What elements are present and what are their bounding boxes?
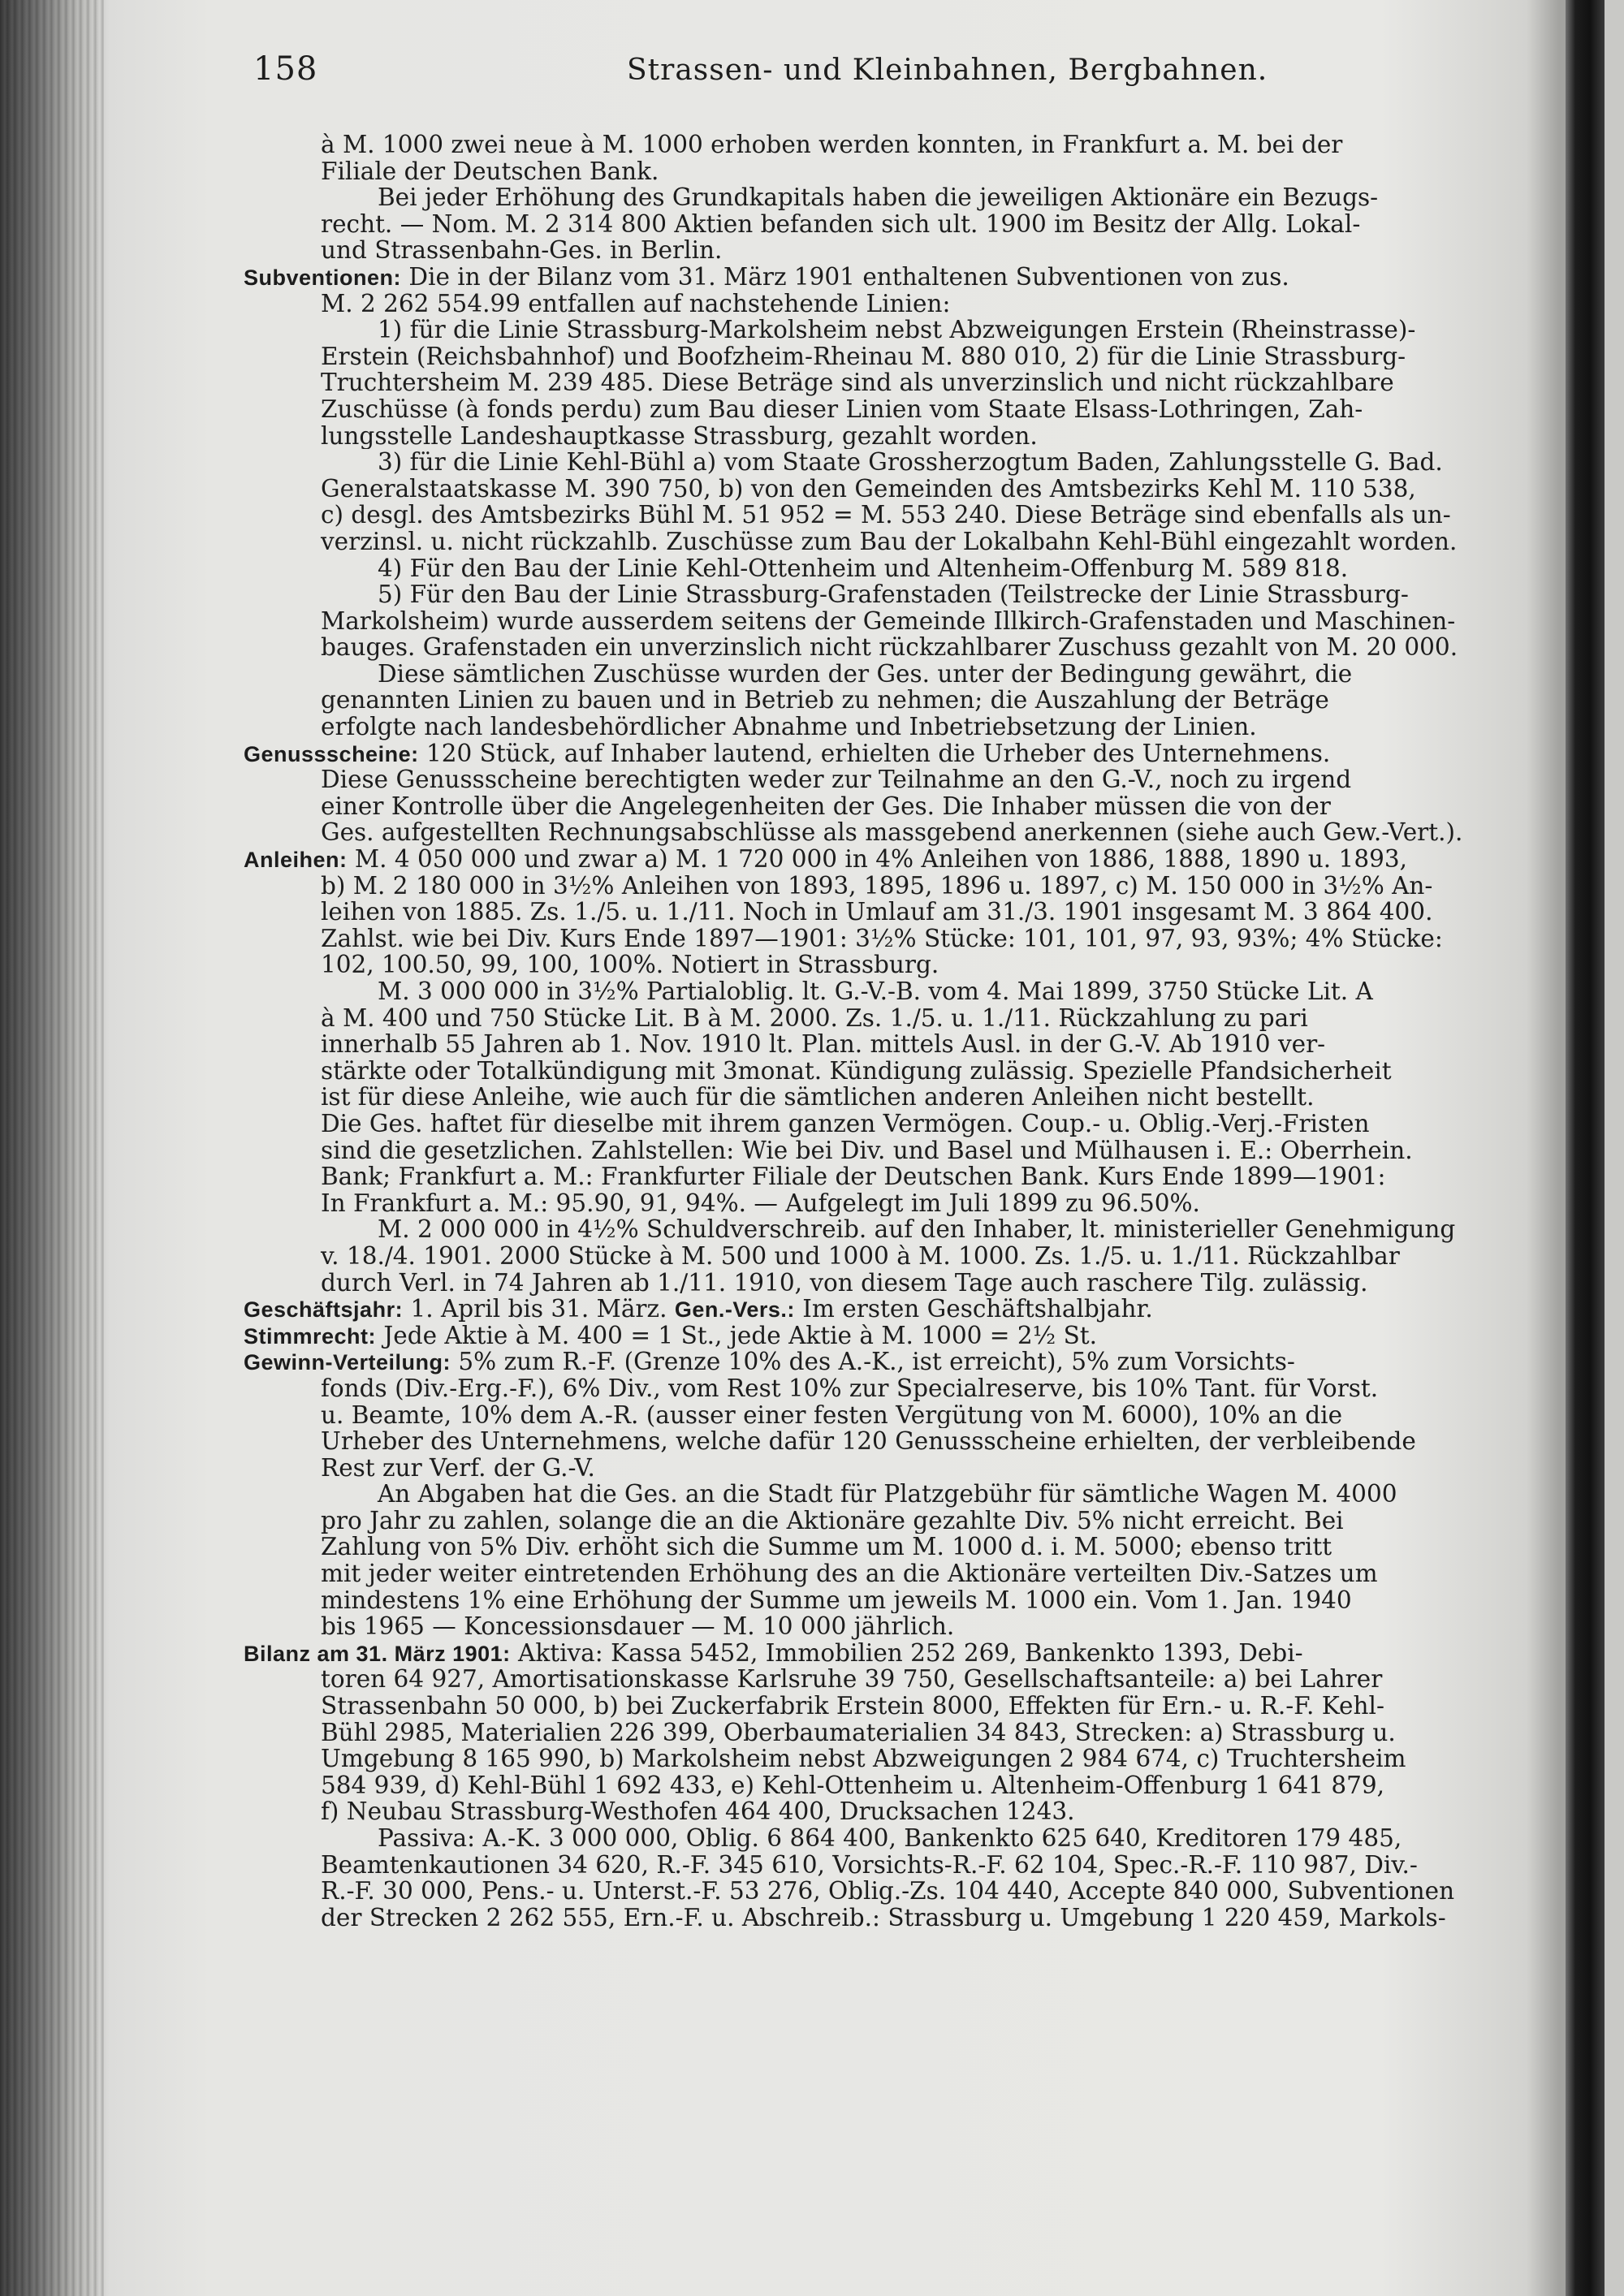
line-text: Zahlst. wie bei Div. Kurs Ende 1897—1901: 3½% Stücke: 101, 101, 97, 93, 93%; 4% Stücke: — [321, 925, 1443, 952]
text-line — [244, 1375, 1555, 1402]
line-text: stärkte oder Totalkündigung mit 3monat. Kündigung zulässig. Spezielle Pfandsicherheit — [321, 1057, 1392, 1085]
text-line — [244, 1878, 1555, 1905]
text-line — [244, 1111, 1555, 1137]
text-line — [244, 1852, 1555, 1879]
line-text: u. Beamte, 10% dem A.-R. (ausser einer festen Vergütung von M. 6000), 10% an die — [321, 1401, 1343, 1429]
text-line — [244, 1402, 1555, 1429]
text-line — [244, 819, 1555, 846]
section-heading: Gen.-Vers.: — [674, 1297, 795, 1323]
section-heading: Bilanz am 31. März 1901: — [244, 1641, 511, 1666]
text-line — [244, 1640, 1555, 1667]
line-text: Rest zur Verf. der G.-V. — [321, 1454, 595, 1482]
line-text: M. 3 000 000 in 3½% Partialoblig. lt. G.-V.-B. vom 4. Mai 1899, 3750 Stücke Lit. A — [378, 978, 1373, 1005]
line-text: An Abgaben hat die Ges. an die Stadt für Platzgebühr für sämtliche Wagen M. 4000 — [378, 1481, 1397, 1508]
line-text: Zahlung von 5% Div. erhöht sich die Summe um M. 1000 d. i. M. 5000; ebenso tritt — [321, 1534, 1332, 1561]
line-text: verzinsl. u. nicht rückzahlb. Zuschüsse zum Bau der Lokalbahn Kehl-Bühl eingezahlt worden. — [321, 528, 1458, 555]
text-line — [244, 1825, 1555, 1852]
text-line — [244, 1613, 1555, 1640]
line-text: Diese sämtlichen Zuschüsse wurden der Ges. unter der Bedingung gewährt, die — [378, 660, 1353, 688]
section-heading: Geschäftsjahr: — [244, 1297, 404, 1323]
line-text: Filiale der Deutschen Bank. — [321, 158, 659, 185]
text-line — [244, 608, 1555, 635]
line-text: ist für diese Anleihe, wie auch für die sämtlichen anderen Anleihen nicht bestellt. — [321, 1084, 1315, 1111]
text-line — [244, 449, 1555, 476]
line-text: M. 2 262 554.99 entfallen auf nachstehende Linien: — [321, 290, 951, 317]
line-text: 4) Für den Bau der Linie Kehl-Ottenheim und Altenheim-Offenburg M. 589 818. — [378, 555, 1349, 582]
text-line — [244, 1323, 1555, 1349]
text-line — [244, 237, 1555, 264]
line-text: pro Jahr zu zahlen, solange die an die Aktionäre gezahlte Div. 5% nicht erreicht. Bei — [321, 1507, 1344, 1534]
line-text: 1) für die Linie Strassburg-Markolsheim nebst Abzweigungen Erstein (Rheinstrasse)- — [378, 317, 1416, 343]
text-line — [244, 1137, 1555, 1164]
text-line — [244, 926, 1555, 952]
line-text: Strassenbahn 50 000, b) bei Zuckerfabrik Erstein 8000, Effekten für Ern.- u. R.-F. Kehl- — [321, 1693, 1384, 1720]
text-line — [244, 184, 1555, 211]
text-line — [244, 1216, 1555, 1243]
text-line — [244, 555, 1555, 582]
text-line — [244, 1693, 1555, 1720]
text-line — [244, 1508, 1555, 1534]
text-line — [244, 369, 1555, 396]
text-line — [244, 1905, 1555, 1931]
line-text: 102, 100.50, 99, 100, 100%. Notiert in Strassburg. — [321, 952, 939, 978]
text-line — [244, 846, 1555, 873]
text-line — [244, 291, 1555, 317]
line-text: Zuschüsse (à fonds perdu) zum Bau dieser Linien vom Staate Elsass-Lothringen, Zah- — [321, 395, 1363, 423]
text-line — [244, 529, 1555, 555]
line-text: R.-F. 30 000, Pens.- u. Unterst.-F. 53 276, Oblig.-Zs. 104 440, Accepte 840 000, Subventionen — [321, 1878, 1455, 1905]
line-text: M. 2 000 000 in 4½% Schuldverschreib. auf den Inhaber, lt. ministerieller Genehmigung — [378, 1216, 1456, 1243]
line-text: Bank; Frankfurt a. M.: Frankfurter Filiale der Deutschen Bank. Kurs Ende 1899—1901: — [321, 1163, 1386, 1190]
line-text: b) M. 2 180 000 in 3½% Anleihen von 1893, 1895, 1896 u. 1897, c) M. 150 000 in 3½% An- — [321, 872, 1433, 900]
text-line — [244, 1163, 1555, 1190]
line-text: 584 939, d) Kehl-Bühl 1 692 433, e) Kehl-Ottenheim u. Altenheim-Offenburg 1 641 879, — [321, 1772, 1385, 1799]
text-line — [244, 899, 1555, 926]
line-text: à M. 1000 zwei neue à M. 1000 erhoben werden konnten, in Frankfurt a. M. bei der — [321, 132, 1343, 158]
line-text: sind die gesetzlichen. Zahlstellen: Wie bei Div. und Basel und Mülhausen i. E.: Oberrhein. — [321, 1137, 1413, 1164]
text-line — [244, 1534, 1555, 1560]
line-text: M. 4 050 000 und zwar a) M. 1 720 000 in 4% Anleihen von 1886, 1888, 1890 u. 1893, — [347, 846, 1408, 873]
line-text: f) Neubau Strassburg-Westhofen 464 400, Drucksachen 1243. — [321, 1798, 1075, 1825]
text-line — [244, 873, 1555, 900]
line-text: Ges. aufgestellten Rechnungsabschlüsse als massgebend anerkennen (siehe auch Gew.-Vert.). — [321, 819, 1463, 847]
section-heading: Genussscheine: — [244, 741, 419, 766]
line-text: fonds (Div.-Erg.-F.), 6% Div., vom Rest 10% zur Specialreserve, bis 10% Tant. für Vorst. — [321, 1375, 1379, 1402]
section-heading: Anleihen: — [244, 848, 348, 873]
text-line — [244, 740, 1555, 767]
book-binding — [1566, 0, 1605, 2296]
line-text: Umgebung 8 165 990, b) Markolsheim nebst Abzweigungen 2 984 674, c) Truchtersheim — [321, 1746, 1406, 1772]
line-text: Urheber des Unternehmens, welche dafür 120 Genussscheine erhielten, der verbleibende — [321, 1428, 1416, 1455]
page-number: 158 — [253, 50, 318, 88]
text-line — [244, 343, 1555, 370]
line-text: Bei jeder Erhöhung des Grundkapitals haben die jeweiligen Aktionäre ein Bezugs- — [378, 184, 1379, 211]
line-text: bauges. Grafenstaden ein unverzinslich nicht rückzahlbarer Zuschuss gezahlt von M. 20 000. — [321, 634, 1458, 661]
line-text: und Strassenbahn-Ges. in Berlin. — [321, 237, 723, 264]
line-text: leihen von 1885. Zs. 1./5. u. 1./11. Noch in Umlauf am 31./3. 1901 insgesamt M. 3 864 400. — [321, 899, 1433, 926]
line-text: Diese Genussscheine berechtigten weder zur Teilnahme an den G.-V., noch zu irgend — [321, 766, 1352, 793]
line-text: v. 18./4. 1901. 2000 Stücke à M. 500 und 1000 à M. 1000. Zs. 1./5. u. 1./11. Rückzahlbar — [321, 1242, 1400, 1270]
text-line — [244, 1746, 1555, 1772]
text-line — [244, 502, 1555, 529]
text-line — [244, 978, 1555, 1005]
text-line — [244, 1560, 1555, 1587]
text-line — [244, 1481, 1555, 1508]
line-text: Beamtenkautionen 34 620, R.-F. 345 610, Vorsichts-R.-F. 62 104, Spec.-R.-F. 110 987, Div.- — [321, 1851, 1418, 1879]
text-line — [244, 1720, 1555, 1746]
text-line — [244, 793, 1555, 820]
line-text: Jede Aktie à M. 400 = 1 St., jede Aktie à M. 1000 = 2½ St. — [376, 1322, 1098, 1349]
text-line — [244, 1190, 1555, 1217]
line-text: 3) für die Linie Kehl-Bühl a) vom Staate Grossherzogtum Baden, Zahlungsstelle G. Bad. — [378, 449, 1443, 476]
text-line — [244, 211, 1555, 238]
line-text: 5% zum R.-F. (Grenze 10% des A.-K., ist erreicht), 5% zum Vorsichts- — [451, 1349, 1295, 1375]
text-line — [244, 1031, 1555, 1058]
line-text: Aktiva: Kassa 5452, Immobilien 252 269, Bankenkto 1393, Debi- — [510, 1639, 1303, 1667]
page-body — [244, 132, 1555, 1931]
text-line — [244, 1005, 1555, 1032]
text-line — [244, 396, 1555, 423]
text-line — [244, 661, 1555, 688]
line-text: à M. 400 und 750 Stücke Lit. B à M. 2000. Zs. 1./5. u. 1./11. Rückzahlung zu pari — [321, 1004, 1308, 1032]
text-line — [244, 952, 1555, 978]
text-line — [244, 581, 1555, 608]
line-text: Erstein (Reichsbahnhof) und Boofzheim-Rheinau M. 880 010, 2) für die Linie Strassburg- — [321, 343, 1406, 370]
text-line — [244, 1058, 1555, 1085]
text-line — [244, 1772, 1555, 1799]
line-text: mindestens 1% eine Erhöhung der Summe um jeweils M. 1000 ein. Vom 1. Jan. 1940 — [321, 1586, 1352, 1614]
line-text: bis 1965 — Koncessionsdauer — M. 10 000 jährlich. — [321, 1613, 955, 1640]
text-line — [244, 687, 1555, 714]
line-text: toren 64 927, Amortisationskasse Karlsruhe 39 750, Gesellschaftsanteile: a) bei Lahrer — [321, 1666, 1383, 1694]
line-text: Markolsheim) wurde ausserdem seitens der Gemeinde Illkirch-Grafenstaden und Maschinen- — [321, 607, 1456, 635]
line-text: innerhalb 55 Jahren ab 1. Nov. 1910 lt. Plan. mittels Ausl. in der G.-V. Ab 1910 ver- — [321, 1031, 1326, 1058]
line-text: Truchtersheim M. 239 485. Diese Beträge sind als unverzinslich und nicht rückzahlbare — [321, 369, 1394, 396]
page-header — [253, 50, 1553, 99]
text-line — [244, 1084, 1555, 1111]
line-text: Generalstaatskasse M. 390 750, b) von den Gemeinden des Amtsbezirks Kehl M. 110 538, — [321, 475, 1416, 503]
line-text: der Strecken 2 262 555, Ern.-F. u. Abschreib.: Strassburg u. Umgebung 1 220 459, Markols- — [321, 1904, 1446, 1931]
text-line — [244, 1428, 1555, 1455]
line-text: 5) Für den Bau der Linie Strassburg-Grafenstaden (Teilstrecke der Linie Strassburg- — [378, 581, 1409, 608]
text-line — [244, 423, 1555, 450]
text-line — [244, 476, 1555, 503]
line-text: einer Kontrolle über die Angelegenheiten der Ges. Die Inhaber müssen die von der — [321, 792, 1331, 820]
line-text: Im ersten Geschäftshalbjahr. — [794, 1296, 1153, 1323]
text-line — [244, 1798, 1555, 1825]
text-line — [244, 634, 1555, 661]
line-text: Passiva: A.-K. 3 000 000, Oblig. 6 864 400, Bankenkto 625 640, Kreditoren 179 485, — [378, 1825, 1402, 1852]
line-text: Die in der Bilanz vom 31. März 1901 enthaltenen Subventionen von zus. — [401, 263, 1289, 291]
line-text: 1. April bis 31. März. — [403, 1296, 675, 1323]
line-text: Bühl 2985, Materialien 226 399, Oberbaumaterialien 34 843, Strecken: a) Strassburg u. — [321, 1719, 1396, 1746]
line-text: Die Ges. haftet für dieselbe mit ihrem ganzen Vermögen. Coup.- u. Oblig.-Verj.-Fristen — [321, 1110, 1370, 1137]
text-line — [244, 158, 1555, 185]
text-line — [244, 1455, 1555, 1482]
line-text: In Frankfurt a. M.: 95.90, 91, 94%. — Aufgelegt im Juli 1899 zu 96.50%. — [321, 1189, 1200, 1217]
text-line — [244, 1349, 1555, 1375]
line-text: erfolgte nach landesbehördlicher Abnahme und Inbetriebsetzung der Linien. — [321, 714, 1257, 740]
line-text: genannten Linien zu bauen und in Betrieb zu nehmen; die Auszahlung der Beträge — [321, 687, 1329, 714]
line-text: lungsstelle Landeshauptkasse Strassburg, gezahlt worden. — [321, 422, 1038, 450]
line-text: mit jeder weiter eintretenden Erhöhung des an die Aktionäre verteilten Div.-Satzes um — [321, 1560, 1378, 1587]
line-text: 120 Stück, auf Inhaber lautend, erhielten die Urheber des Unternehmens. — [418, 740, 1331, 767]
text-line — [244, 264, 1555, 291]
line-text: recht. — Nom. M. 2 314 800 Aktien befanden sich ult. 1900 im Besitz der Allg. Lokal- — [321, 210, 1361, 238]
text-line — [244, 1296, 1555, 1323]
page-gutter — [0, 0, 104, 2296]
text-line — [244, 714, 1555, 740]
text-line — [244, 1666, 1555, 1693]
text-line — [244, 766, 1555, 793]
text-line — [244, 1270, 1555, 1297]
section-heading: Stimmrecht: — [244, 1323, 377, 1349]
text-line — [244, 1587, 1555, 1614]
text-line — [244, 317, 1555, 343]
next-page-edge — [1605, 0, 1624, 2296]
section-heading: Gewinn-Verteilung: — [244, 1350, 451, 1375]
line-text: durch Verl. in 74 Jahren ab 1./11. 1910, von diesem Tage auch raschere Tilg. zulässig. — [321, 1269, 1368, 1297]
running-head: Strassen- und Kleinbahnen, Bergbahnen. — [627, 54, 1268, 87]
section-heading: Subventionen: — [244, 265, 401, 290]
text-line — [244, 1243, 1555, 1270]
text-line — [244, 132, 1555, 158]
line-text: c) desgl. des Amtsbezirks Bühl M. 51 952 = M. 553 240. Diese Beträge sind ebenfalls als un- — [321, 502, 1451, 529]
